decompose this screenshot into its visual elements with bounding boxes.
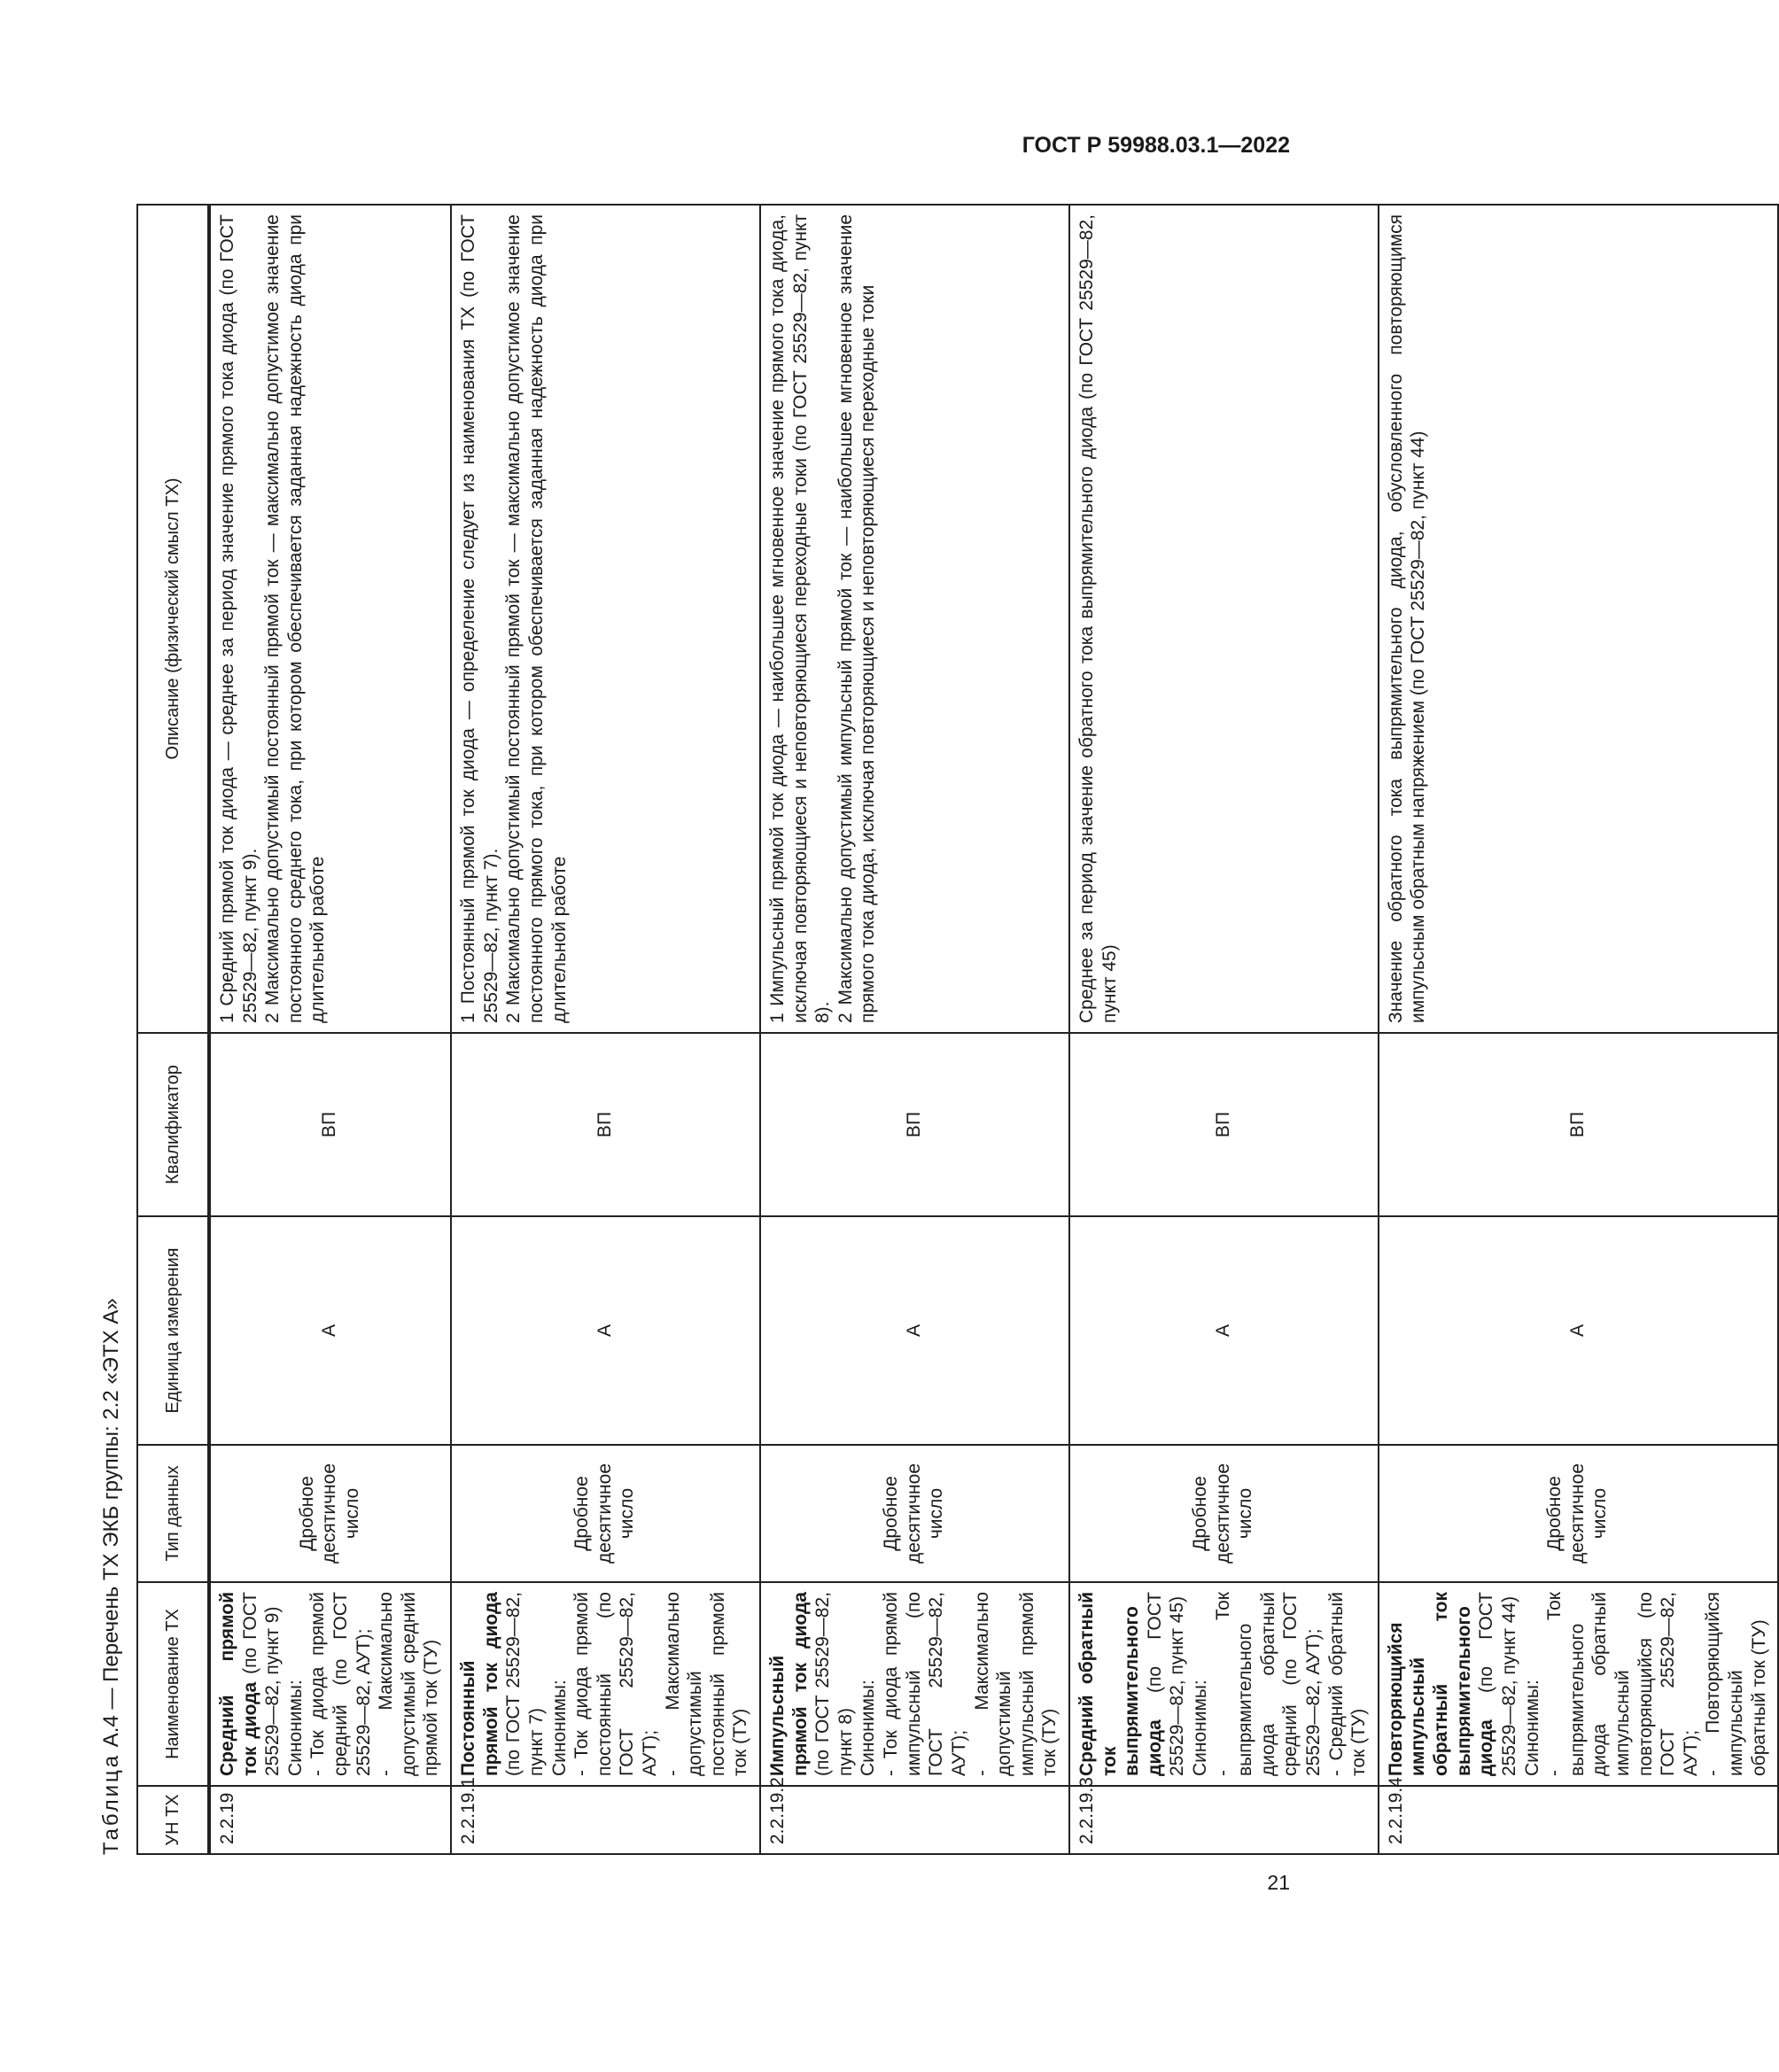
document-id: ГОСТ Р 59988.03.1—2022 (1022, 133, 1290, 158)
name-bold: Повторяющийся импульсный обратный ток выпрямительного диода (1385, 1592, 1497, 1776)
cell-code: 2.2.19.4 (1379, 1786, 1778, 1854)
synonym-item: - Средний обратный ток (ТУ) (1325, 1592, 1370, 1776)
name-ref: (по ГОСТ 25529—82, пункт 9) (239, 1592, 284, 1776)
characteristics-table (136, 204, 1779, 1855)
header-qualifier: Квалификатор (137, 1033, 208, 1216)
header-unit: Единица измерения (137, 1216, 208, 1445)
table-row (210, 205, 451, 1854)
cell-name (760, 1582, 1069, 1786)
name-bold: Средний обратный ток выпрямительного диода (1076, 1592, 1165, 1776)
table-row (1069, 205, 1379, 1854)
header-name: Наименование ТХ (137, 1582, 208, 1786)
cell-data-type: Дробное десятичное число (451, 1445, 760, 1582)
cell-data-type: Дробное десятичное число (1069, 1445, 1379, 1582)
cell-description (210, 205, 451, 1033)
description-paragraph: 2 Максимально допустимый импульсный прямой ток — наибольшее мгновенное значение прямого тока диода, исключая повторяющиеся и неповторяющиеся переходные токи (835, 214, 879, 1023)
header-data-type: Тип данных (137, 1445, 208, 1582)
rotated-table-block (97, 206, 1769, 1855)
name-ref: (по ГОСТ 25529—82, пункт 45) (1144, 1592, 1188, 1776)
synonym-item: - Ток диода прямой постоянный (по ГОСТ 25529—82, АУТ); (571, 1592, 660, 1776)
synonyms-label: Синонимы: (858, 1680, 879, 1776)
synonyms-label: Синонимы: (548, 1680, 570, 1776)
caption-prefix: Таблица (99, 1752, 123, 1855)
synonyms-label: Синонимы: (1189, 1680, 1210, 1776)
header-description: Описание (физический смысл ТХ) (137, 205, 208, 1033)
synonym-item: - Ток выпрямительного диода обратный импульсный повторяющийся (по ГОСТ 25529—82, АУТ); (1544, 1592, 1701, 1776)
cell-name (451, 1582, 760, 1786)
cell-qualifier: ВП (1069, 1033, 1379, 1216)
caption-text: А.4 — Перечень ТХ ЭКБ группы: 2.2 «ЭТХ А» (99, 1298, 123, 1748)
table-row (451, 205, 760, 1854)
cell-data-type: Дробное десятичное число (1379, 1445, 1778, 1582)
cell-name (210, 1582, 451, 1786)
cell-code: 2.2.19.3 (1069, 1786, 1379, 1854)
description-paragraph: 1 Средний прямой ток диода — среднее за период значение прямого тока диода (по ГОСТ 25529—82, пункт 9). (217, 214, 260, 1023)
name-ref: (по ГОСТ 25529—82, пункт 7) (503, 1592, 547, 1776)
cell-unit: А (451, 1216, 760, 1445)
cell-code: 2.2.19.2 (760, 1786, 1069, 1854)
name-bold: Импульсный прямой ток диода (767, 1592, 811, 1776)
cell-qualifier: ВП (760, 1033, 1069, 1216)
description-paragraph: 2 Максимально допустимый постоянный прямой ток — максимально допустимое значение постоянного среднего тока, при котором обеспечивается заданная надежность диода при длительной работе (262, 214, 329, 1023)
cell-code: 2.2.19.1 (451, 1786, 760, 1854)
cell-description (451, 205, 760, 1033)
table-row (760, 205, 1069, 1854)
cell-description (1069, 205, 1379, 1033)
cell-unit: А (1069, 1216, 1379, 1445)
synonym-item: - Ток диода прямой средний (по ГОСТ 25529—82, АУТ); (307, 1592, 374, 1776)
name-ref: (по ГОСТ 25529—82, пункт 44) (1476, 1592, 1519, 1776)
synonyms-label: Синонимы: (284, 1680, 306, 1776)
cell-qualifier: ВП (451, 1033, 760, 1216)
cell-unit: А (760, 1216, 1069, 1445)
cell-name (1379, 1582, 1778, 1786)
synonym-item: - Максимально допустимый импульсный прямой ток (ТУ) (971, 1592, 1060, 1776)
synonym-item: - Максимально допустимый постоянный прямой ток (ТУ) (662, 1592, 751, 1776)
cell-name (1069, 1582, 1379, 1786)
cell-qualifier: ВП (210, 1033, 451, 1216)
name-bold: Средний прямой ток диода (217, 1592, 260, 1776)
synonym-item: - Максимально допустимый средний прямой ток (ТУ) (376, 1592, 442, 1776)
name-bold: Постоянный прямой ток диода (458, 1592, 501, 1776)
cell-unit: А (1379, 1216, 1778, 1445)
description-paragraph: 1 Импульсный прямой ток диода — наибольшее мгновенное значение прямого тока диода, исключая повторяющиеся и неповторяющиеся переходные токи (по ГОСТ 25529—82, пункт 8). (767, 214, 834, 1023)
synonym-item: - Ток диода прямой импульсный (по ГОСТ 25529—82, АУТ); (881, 1592, 969, 1776)
table-caption (99, 1298, 124, 1855)
page-number: 21 (1267, 1871, 1290, 1894)
header-code: УН ТХ (137, 1786, 208, 1854)
description-paragraph: 1 Постоянный прямой ток диода — определение следует из наименования ТХ (по ГОСТ 25529—82, пункт 7). (458, 214, 501, 1023)
synonym-item: - Ток выпрямительного диода обратный средний (по ГОСТ 25529—82, АУТ); (1212, 1592, 1325, 1776)
cell-code: 2.2.19 (210, 1786, 451, 1854)
cell-data-type: Дробное десятичное число (210, 1445, 451, 1582)
description-paragraph: Значение обратного тока выпрямительного диода, обусловленного повторяющимся импульсным обратным напряжением (по ГОСТ 25529—82, пункт 44) (1385, 214, 1429, 1023)
description-paragraph: 2 Максимально допустимый постоянный прямой ток — максимально допустимое значение постоянного прямого тока, при котором обеспечивается заданная надежность диода при длительной работе (503, 214, 570, 1023)
table-header-row (137, 205, 208, 1854)
name-ref: (по ГОСТ 25529—82, пункт 8) (812, 1592, 856, 1776)
synonym-item: - Повторяющийся импульсный обратный ток (ТУ) (1703, 1592, 1769, 1776)
cell-description (1379, 205, 1778, 1033)
cell-data-type: Дробное десятичное число (760, 1445, 1069, 1582)
cell-qualifier: ВП (1379, 1033, 1778, 1216)
table-row (1379, 205, 1778, 1854)
cell-description (760, 205, 1069, 1033)
cell-unit: А (210, 1216, 451, 1445)
description-paragraph: Среднее за период значение обратного тока выпрямительного диода (по ГОСТ 25529—82, пункт 45) (1076, 214, 1120, 1023)
synonyms-label: Синонимы: (1521, 1680, 1542, 1776)
